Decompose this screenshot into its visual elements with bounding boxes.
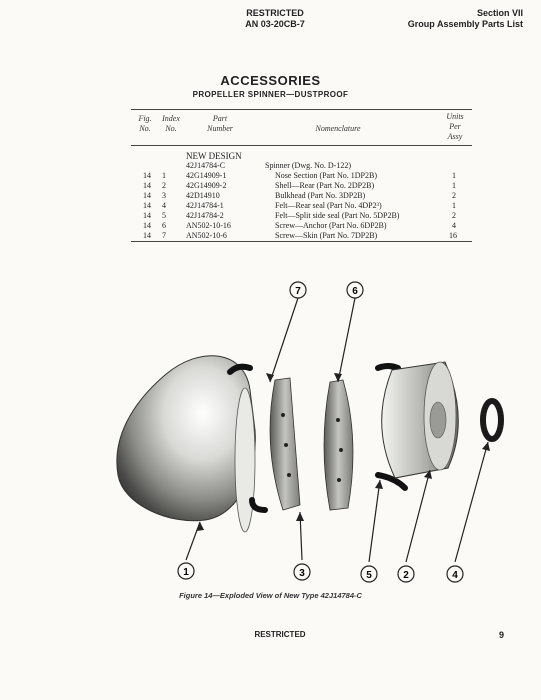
col-header-fig-line1: Fig. <box>138 114 152 123</box>
footer-classification: RESTRICTED <box>254 630 306 639</box>
cell-nomenclature: Bulkhead (Part No. 3DP2B) <box>275 191 366 200</box>
cell-nomenclature: Screw—Skin (Part No. 7DP2B) <box>275 231 378 240</box>
col-header-units-line3: Assy <box>447 132 463 141</box>
cell-fig: 14 <box>143 201 151 210</box>
col-header-index-line1: Index <box>162 114 180 123</box>
cell-part: AN502-10-6 <box>186 231 227 240</box>
cell-fig: 14 <box>143 191 151 200</box>
cell-index: 4 <box>162 201 166 210</box>
callout-2 <box>398 566 414 582</box>
callout-4 <box>447 566 463 582</box>
felt-seal-lower <box>252 500 265 510</box>
callout-3-label: 3 <box>299 568 305 579</box>
col-header-units <box>438 112 472 142</box>
cell-fig: 14 <box>143 231 151 240</box>
cell-part: 42G14909-1 <box>186 171 227 180</box>
bulkhead-part-left <box>270 378 300 510</box>
cell-index: 2 <box>162 181 166 190</box>
col-header-index-no <box>157 114 185 134</box>
page-title: ACCESSORIES <box>220 73 321 88</box>
table-top-rule <box>131 109 472 110</box>
cell-nomenclature: Shell—Rear (Part No. 2DP2B) <box>275 181 375 190</box>
callout-6 <box>347 282 363 298</box>
cell-nomenclature: Spinner (Dwg. No. D-122) <box>265 161 351 170</box>
cell-units: 2 <box>452 191 456 200</box>
cell-fig: 14 <box>143 181 151 190</box>
table-bottom-rule <box>131 241 472 242</box>
cell-units: 16 <box>449 231 457 240</box>
col-header-index-line2: No. <box>165 124 177 133</box>
cell-part: AN502-10-16 <box>186 221 231 230</box>
cell-part: 42J14784-2 <box>186 211 224 220</box>
header-section: Section VII <box>476 8 523 18</box>
col-header-fig-line2: No. <box>139 124 151 133</box>
cell-index: 6 <box>162 221 166 230</box>
cell-fig: 14 <box>143 211 151 220</box>
cell-index: 3 <box>162 191 166 200</box>
cell-nomenclature: Nose Section (Part No. 1DP2B) <box>275 171 377 180</box>
col-header-part-line1: Part <box>212 114 228 123</box>
callout-6-label: 6 <box>352 286 358 297</box>
cell-index: 1 <box>162 171 166 180</box>
cell-part: 42J14784-1 <box>186 201 224 210</box>
cell-fig: 14 <box>143 171 151 180</box>
rear-seal-ring-part <box>483 401 501 439</box>
group-label: NEW DESIGN <box>186 151 242 161</box>
cell-fig: 14 <box>143 221 151 230</box>
callout-5-label: 5 <box>366 570 372 581</box>
cell-index: 5 <box>162 211 166 220</box>
cell-units: 2 <box>452 211 456 220</box>
callout-3 <box>294 564 310 580</box>
callout-2-label: 2 <box>403 570 409 581</box>
bulkhead-part-right <box>324 380 353 510</box>
callout-7 <box>290 282 306 298</box>
figure-caption: Figure 14—Exploded View of New Type 42J14784-C <box>179 591 362 600</box>
col-header-units-line2: Per <box>449 122 461 131</box>
callout-5 <box>361 566 377 582</box>
callout-4-label: 4 <box>452 570 458 581</box>
cell-units: 4 <box>452 221 456 230</box>
cell-nomenclature: Felt—Rear seal (Part No. 4DP2³) <box>275 201 382 210</box>
cell-nomenclature: Felt—Split side seal (Part No. 5DP2B) <box>275 211 400 220</box>
header-classification: RESTRICTED <box>246 8 304 18</box>
page-header-right <box>408 8 523 30</box>
nose-section-part <box>117 356 255 532</box>
rear-shell-part <box>382 362 459 478</box>
col-header-units-line1: Units <box>446 112 464 121</box>
col-header-fig-no <box>131 114 159 134</box>
table-header-rule <box>131 145 472 146</box>
cell-units: 1 <box>452 201 456 210</box>
callout-7-label: 7 <box>295 286 301 297</box>
cell-index: 7 <box>162 231 166 240</box>
callout-1-label: 1 <box>183 567 189 578</box>
col-header-nomenclature: Nomenclature <box>315 124 361 133</box>
page-subtitle: PROPELLER SPINNER—DUSTPROOF <box>192 90 349 99</box>
cell-part: 42D14910 <box>186 191 220 200</box>
col-header-part-number <box>185 114 255 134</box>
cell-part: 42G14909-2 <box>186 181 227 190</box>
cell-units: 1 <box>452 181 456 190</box>
col-header-part-line2: Number <box>207 124 233 133</box>
callout-1 <box>178 563 194 579</box>
header-section-title: Group Assembly Parts List <box>407 19 523 29</box>
header-doc-number: AN 03-20CB-7 <box>245 19 305 29</box>
cell-nomenclature: Screw—Anchor (Part No. 6DP2B) <box>275 221 387 230</box>
page-number: 9 <box>499 630 505 640</box>
exploded-view-figure <box>0 270 541 590</box>
cell-units: 1 <box>452 171 456 180</box>
felt-seal-right-upper <box>378 366 398 368</box>
cell-part: 42J14784-C <box>186 161 226 170</box>
page-header-center <box>230 8 320 30</box>
